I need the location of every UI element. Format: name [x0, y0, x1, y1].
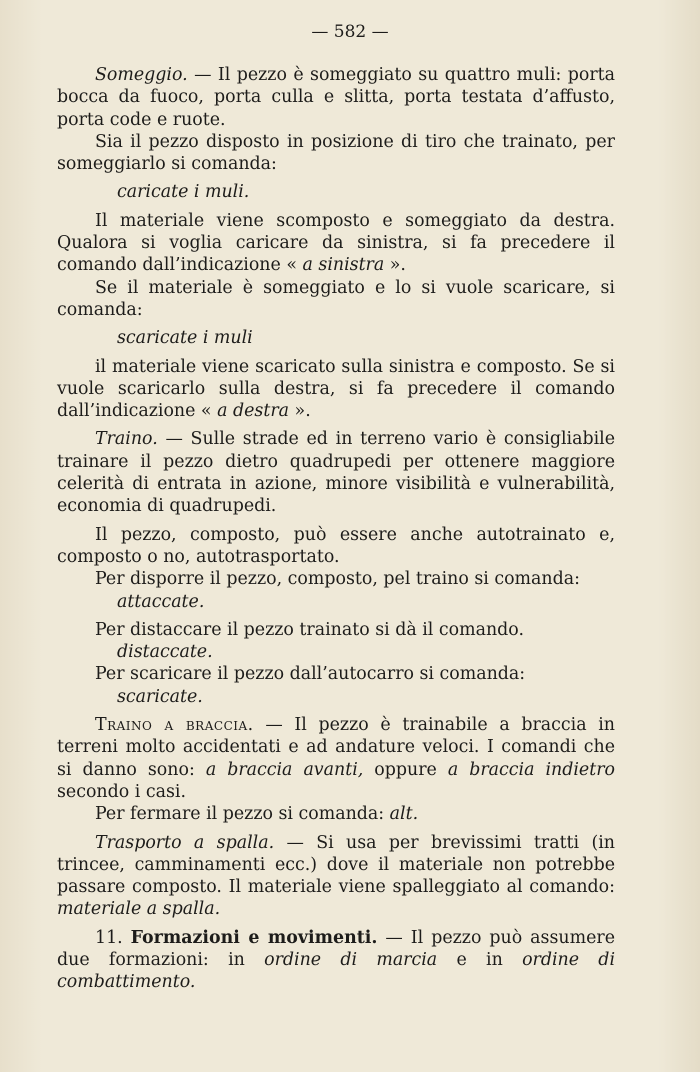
- section-lead: Trasporto a spalla.: [95, 832, 275, 853]
- paragraph-text: — Si usa per brevissimi tratti (in trincee, camminamenti ecc.) dove il materiale non potrebbe passare composto. Il materiale viene spalleggiato al comando:: [57, 832, 616, 898]
- paragraph-formazioni: [57, 927, 615, 994]
- paragraph-traino: [57, 428, 615, 517]
- paragraph: [57, 568, 615, 590]
- italic-term: a braccia avanti,: [205, 759, 364, 780]
- section-lead: Traino a braccia.: [95, 715, 254, 736]
- paragraph-text: — Il pezzo è someggiato su quattro muli: porta bocca da fuoco, porta culla e slitta, porta testata d’affusto, porta code e ruote.: [57, 65, 615, 130]
- paragraph-text: Per fermare il pezzo si comanda:: [95, 804, 390, 825]
- paragraph: [57, 131, 615, 176]
- paragraph-text: Se il materiale è someggiato e lo si vuole scaricare, si comanda:: [57, 277, 615, 320]
- paragraph: [57, 524, 615, 569]
- command-line: attaccate.: [117, 591, 205, 612]
- section-lead: Traino.: [95, 429, 158, 450]
- section-number: 11.: [95, 927, 123, 948]
- command-line: distaccate.: [117, 642, 213, 663]
- paragraph: [57, 619, 615, 641]
- section-lead: Someggio.: [95, 65, 188, 85]
- paragraph-text: Per disporre il pezzo, composto, pel traino si comanda:: [95, 569, 580, 590]
- paragraph: [57, 803, 615, 825]
- paragraph-text: e in: [437, 949, 523, 970]
- paragraph-text: ».: [384, 255, 406, 276]
- command-line: caricate i muli.: [117, 182, 250, 203]
- paragraph-text: Per distaccare il pezzo trainato si dà il comando.: [95, 619, 524, 640]
- italic-term: materiale a spalla.: [57, 899, 221, 920]
- paragraph-text: — Il pezzo può assumere due formazioni: in: [57, 927, 615, 970]
- paragraph-text: oppure: [363, 759, 448, 780]
- paragraph-text: ».: [289, 401, 311, 422]
- paragraph: [57, 277, 615, 322]
- page-number: — 582 —: [311, 22, 389, 42]
- quoted-term: a destra: [217, 401, 290, 422]
- paragraph: [57, 356, 615, 423]
- command-line: scaricate i muli: [117, 328, 253, 349]
- command-line: scaricate.: [117, 686, 203, 707]
- paragraph-text: Il pezzo, composto, può essere anche autotrainato e, composto o no, autotrasportato.: [57, 524, 615, 567]
- paragraph-text: — Sulle strade ed in terreno vario è consigliabile trainare il pezzo dietro quadrupedi per ottenere maggiore celerità di entrata in azione, minore visibilità e vulnerabilità, economia di quadrupedi.: [57, 429, 615, 517]
- body-text: [57, 64, 615, 994]
- paragraph-trasporto-a-spalla: [57, 832, 615, 921]
- italic-term: a braccia indietro: [447, 759, 615, 780]
- quoted-term: a sinistra: [302, 255, 385, 276]
- italic-term: ordine di marcia: [264, 949, 438, 970]
- paragraph-text: Sia il pezzo disposto in posizione di tiro che trainato, per someggiarlo si comanda:: [57, 131, 615, 175]
- paragraph-text: il materiale viene scaricato sulla sinistra e composto. Se si vuole scaricarlo sulla destra, si fa precedere il comando dall’indicazione «: [57, 356, 615, 422]
- paragraph-text: Per scaricare il pezzo dall’autocarro si comanda:: [95, 664, 526, 685]
- paragraph: [57, 663, 615, 685]
- paragraph: [57, 210, 615, 277]
- paragraph-text: secondo i casi.: [57, 781, 186, 802]
- paragraph-someggio: [57, 64, 615, 131]
- paragraph-text: Il materiale viene scomposto e someggiato da destra. Qualora si voglia caricare da sinistra, si fa precedere il comando dall’indicazione «: [57, 210, 615, 276]
- paragraph-traino-a-braccia: [57, 714, 615, 803]
- italic-term: ordine di combattimento.: [57, 949, 616, 993]
- section-heading: Formazioni e movimenti.: [130, 927, 378, 948]
- italic-term: alt.: [389, 804, 419, 825]
- paragraph-text: — Il pezzo è trainabile a braccia in terreni molto accidentati e ad andature veloci. I comandi che si danno sono:: [57, 715, 615, 780]
